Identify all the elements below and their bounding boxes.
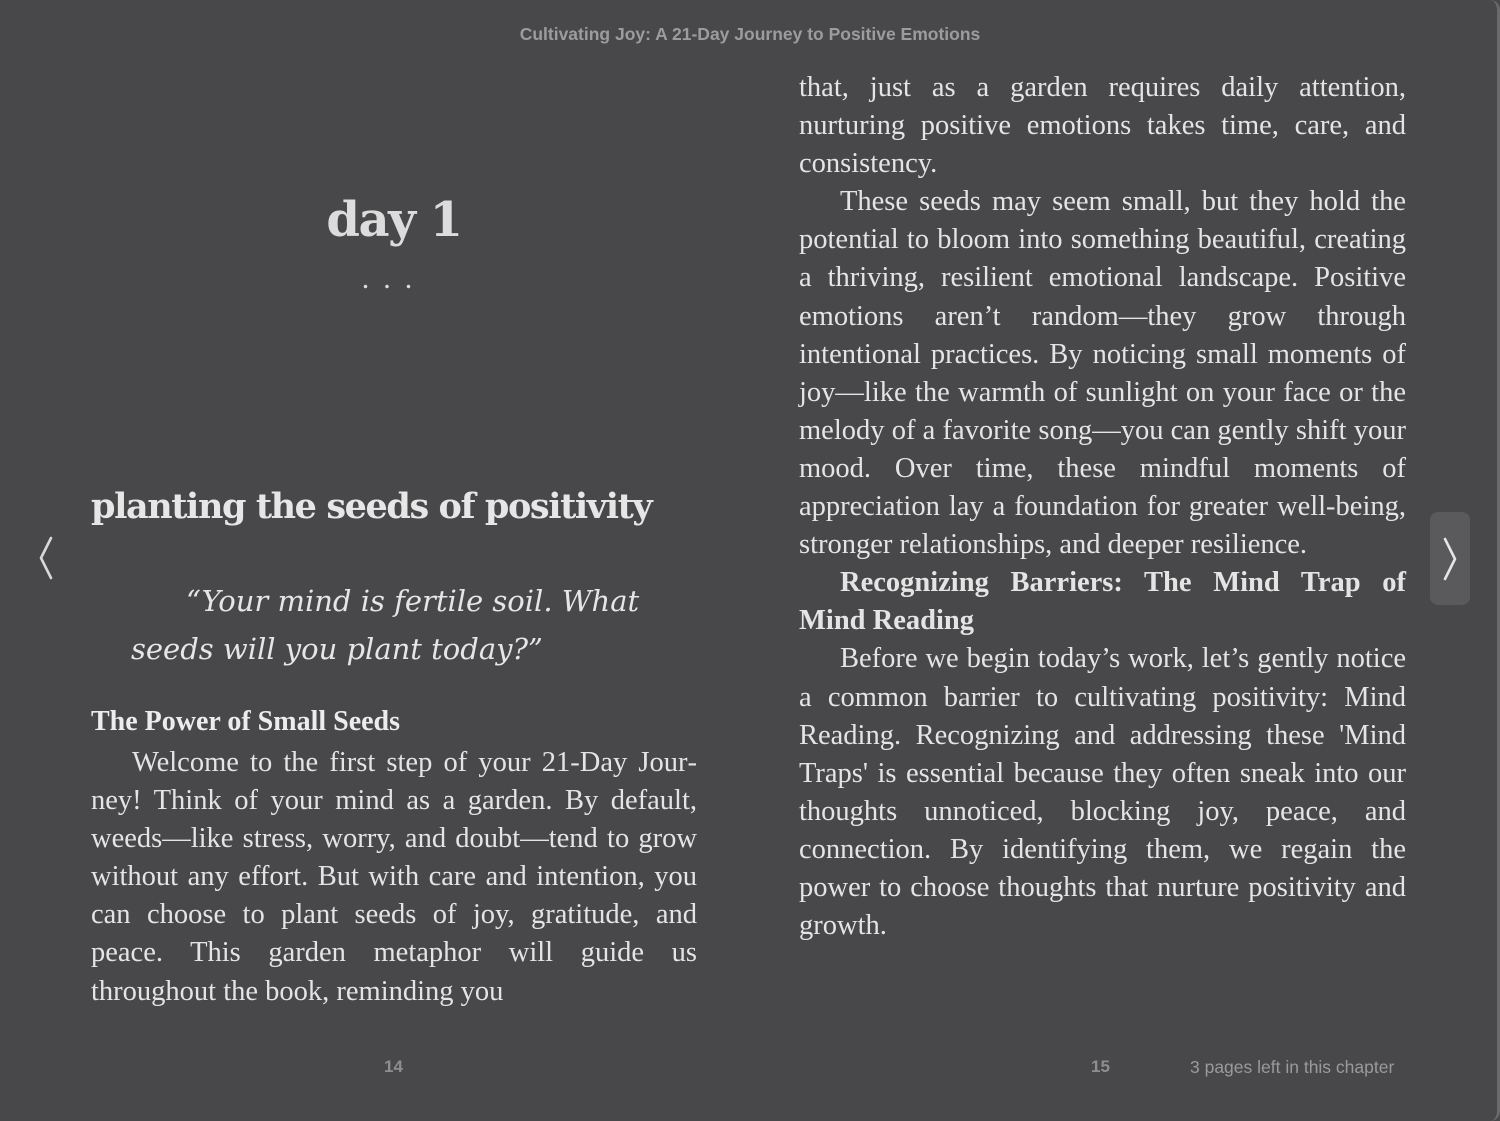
pages-left-indicator: 3 pages left in this chapter [1190, 1057, 1395, 1077]
page-number-right: 15 [1091, 1057, 1110, 1076]
day-heading: day 1 [326, 192, 462, 248]
ornament-dots: ... [361, 262, 427, 295]
chevron-right-icon [1440, 536, 1460, 582]
chevron-left-icon [36, 535, 56, 581]
book-title: Cultivating Joy: A 21-Day Journey to Positive Emotions [519, 24, 981, 44]
right-page-text [799, 69, 1406, 945]
section-heading: The Power of Small Seeds [91, 706, 401, 737]
next-page-button[interactable] [1430, 512, 1470, 605]
chapter-title: planting the seeds of positivity [91, 486, 652, 527]
epigraph-quote: “Your mind is fertile soil. What seeds will you plant today?” [131, 584, 640, 666]
body-paragraph: Welcome to the first step of your 21-Day Journey! Think of your mind as a garden. By default, weeds—like stress, worry, and doubt—tend to grow without any effort. But with care and intention, you can choose to plant seeds of joy, gratitude, and peace. This garden metaphor will guide us throughout the book, reminding you [91, 747, 697, 1007]
body-paragraph: that, just as a garden requires daily attention, nurturing positive emotions takes time, care, and consistency. [799, 72, 1406, 180]
body-paragraph: These seeds may seem small, but they hold the potential to bloom into something beautiful, creating a thriving, resilient emotional landscape. Positive emotions aren’t random—they grow through intentional practices. By noticing small moments of joy—like the warmth of sunlight on your face or the melody of a favorite song—you can gently shift your mood. Over time, these mindful moments of appreciation lay a foundation for greater well-being, stronger relationships, and deeper resilience. [799, 186, 1406, 561]
previous-page-button[interactable] [28, 528, 64, 588]
body-paragraph: Before we begin today’s work, let’s gently notice a common barrier to cultivating positivity: Mind Reading. Recognizing and addressing these 'Mind Traps' is essential because they often sneak into our thoughts unnoticed, blocking joy, peace, and connection. By identifying them, we regain the power to choose thoughts that nurture positivity and growth. [799, 643, 1406, 942]
section-subheading: Recognizing Barriers: The Mind Trap of Mind Reading [799, 567, 1406, 637]
page-number-left: 14 [384, 1057, 403, 1076]
